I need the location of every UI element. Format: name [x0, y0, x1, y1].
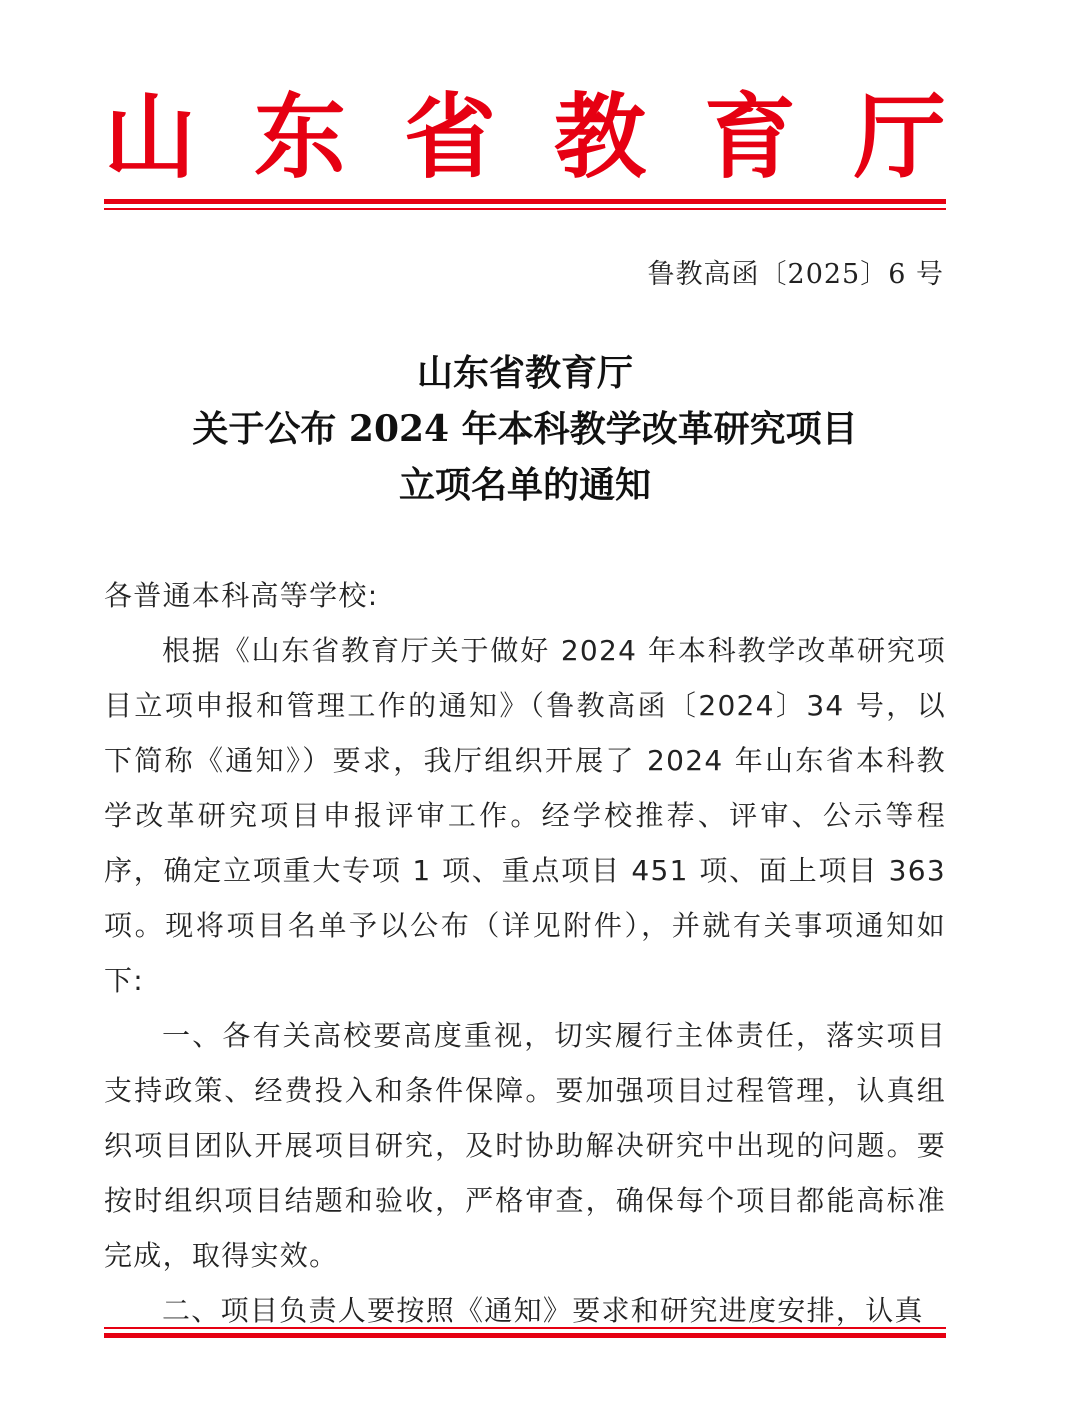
red-rule-bottom-thin [104, 1327, 946, 1329]
title-line-1: 山东省教育厅 [416, 352, 633, 394]
masthead-char: 育 [703, 84, 796, 191]
masthead-char: 教 [553, 84, 646, 191]
title-line-2: 关于公布 2024 年本科教学改革研究项目 [192, 408, 858, 450]
masthead-char: 东 [253, 84, 346, 191]
title-line-3: 立项名单的通知 [398, 464, 651, 506]
document-number: 鲁教高函〔2025〕6 号 [647, 259, 944, 290]
masthead-char: 厅 [853, 84, 946, 191]
paragraph: 根据《山东省教育厅关于做好 2024 年本科教学改革研究项目立项申报和管理工作的通知》（鲁教高函〔2024〕34 号，以下简称《通知》）要求，我厅组织开展了 2024 年山东省本科教学改革研究项目申报评审工作。经学校推荐、评审、公示等程序，确定立项重大专项 1 项、重点项目 451 项、面上项目 363 项。现将项目名单予以公布（详见附件），并就有关事项通知如下: [104, 634, 946, 997]
red-rule-top-thin [104, 208, 946, 210]
salutation: 各普通本科高等学校: [104, 579, 379, 612]
masthead [104, 84, 946, 191]
red-rule-bottom-thick [104, 1333, 946, 1338]
paragraph: 一、各有关高校要高度重视，切实履行主体责任，落实项目支持政策、经费投入和条件保障。要加强项目过程管理，认真组织项目团队开展项目研究，及时协助解决研究中出现的问题。要按时组织项目结题和验收，严格审查，确保每个项目都能高标准完成，取得实效。 [104, 1019, 946, 1272]
red-rule-top-thick [104, 199, 946, 204]
document-title [104, 345, 946, 513]
paragraph: 二、项目负责人要按照《通知》要求和研究进度安排，认真 [162, 1294, 924, 1327]
document-body [104, 568, 946, 1338]
masthead-char: 山 [104, 84, 197, 191]
masthead-char: 省 [403, 84, 496, 191]
